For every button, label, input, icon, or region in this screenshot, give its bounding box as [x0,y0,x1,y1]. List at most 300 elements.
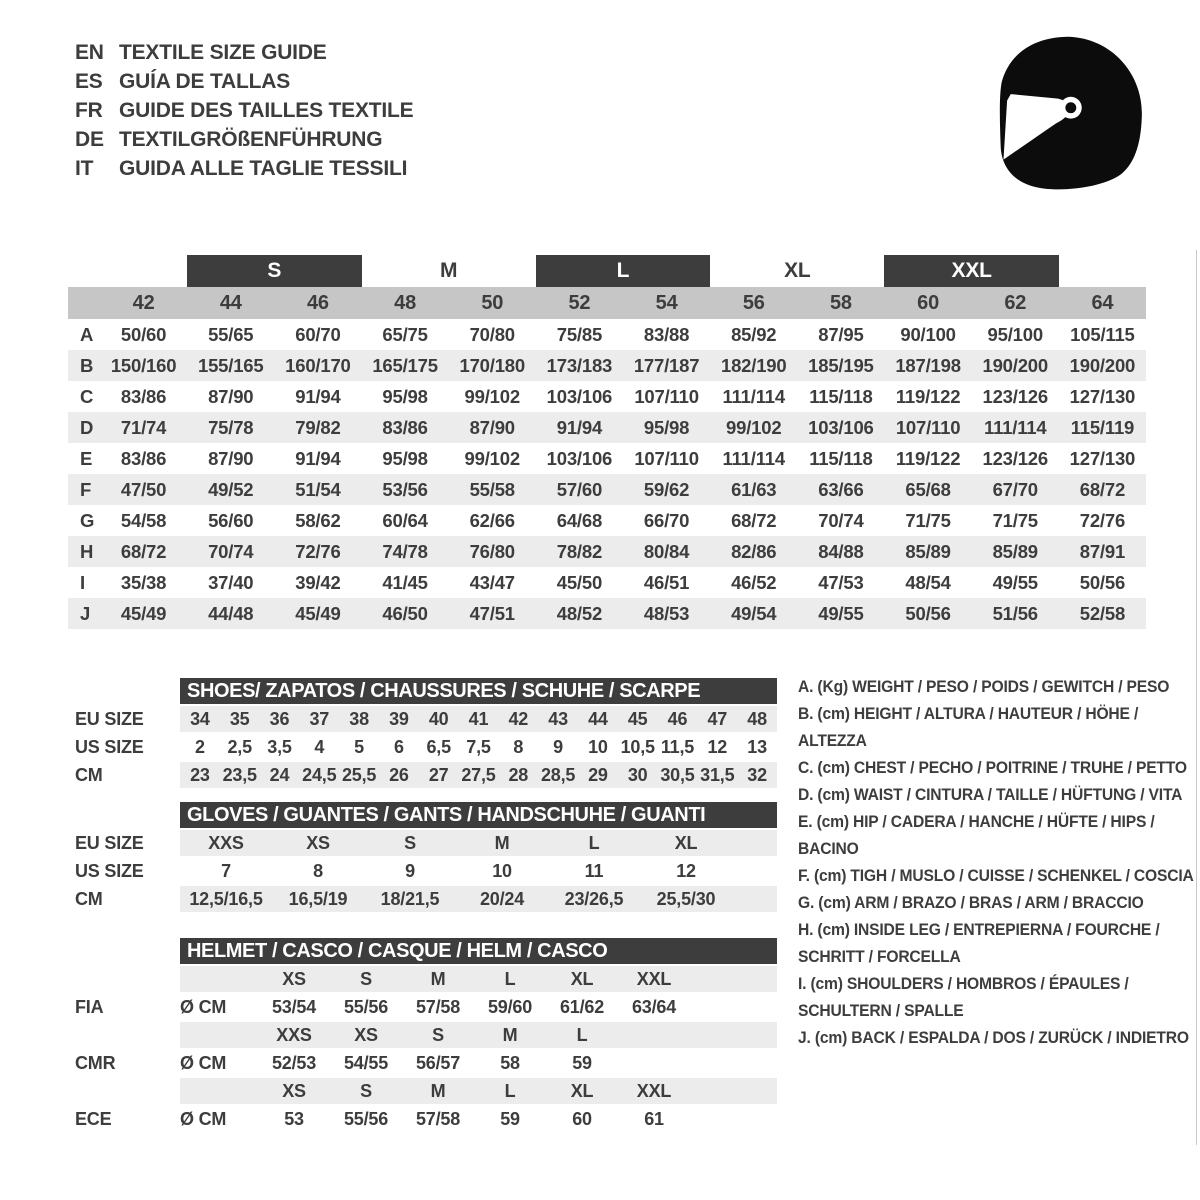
size-group-s: S [187,255,361,287]
gloves-table [75,830,777,912]
measurement-row-label: A [80,324,94,345]
helmet-cell: 57/58 [415,997,461,1017]
language-code: EN [75,41,104,64]
measurement-cell: 68/72 [1079,479,1126,500]
shoes-cell: 24,5 [302,765,337,785]
measurement-cell: 49/52 [208,479,254,500]
gloves-row-label: US SIZE [75,861,144,881]
helmet-size-label: XXS [276,1025,312,1045]
gloves-cell: 12 [676,861,696,881]
measurement-cell: 84/88 [818,541,864,562]
measurement-cell: 71/75 [905,510,951,531]
textile-size-table [68,255,1146,629]
size-group-header [68,255,1146,287]
helmet-size-label: S [432,1025,444,1045]
gloves-cell: M [494,833,510,853]
measurement-cell: 111/114 [984,417,1047,438]
helmet-size-label: M [430,969,446,989]
measurement-cell: 185/195 [808,355,874,376]
size-group-xl: XL [784,259,811,282]
measurement-cell: 61/63 [731,479,777,500]
measurement-values [100,350,1146,381]
shoes-cell: 40 [428,709,449,729]
measurement-cell: 79/82 [295,417,341,438]
helmet-values [258,1106,777,1132]
measurement-cell: 115/118 [809,448,873,469]
measurement-rows [68,319,1146,629]
guide-title: TEXTILE SIZE GUIDE [119,41,327,64]
measurement-values [100,474,1146,505]
size-group-m: M [440,259,458,282]
helmet-cell: 61/62 [559,997,605,1017]
legend-item: H. (cm) INSIDE LEG / ENTREPIERNA / FOURCHE / SCHRITT / FORCELLA [798,920,1160,966]
gloves-cell: XL [674,833,698,853]
gloves-row-values [180,830,777,856]
size-number: 48 [394,292,416,314]
measurement-cell: 165/175 [372,355,438,376]
shoes-cell: 37 [309,709,330,729]
helmet-values-row [75,994,777,1020]
shoes-cell: 34 [190,709,210,729]
gloves-header-row [75,802,777,828]
measurement-cell: 87/95 [818,324,864,345]
measurement-cell: 107/110 [634,386,699,407]
measurement-legend [798,673,1195,1051]
size-number: 44 [219,292,242,314]
measurement-cell: 83/88 [643,324,690,345]
shoes-cell: 13 [747,737,767,757]
helmet-table [75,966,777,1132]
helmet-sizes-row [75,1022,777,1048]
measurement-cell: 119/122 [895,448,961,469]
measurement-row [68,319,1146,350]
gloves-row-label: EU SIZE [75,833,144,853]
measurement-cell: 115/119 [1070,417,1135,438]
measurement-row [68,443,1146,474]
shoes-cell: 36 [269,709,290,729]
measurement-cell: 49/54 [731,603,777,624]
helmet-size-label: L [504,969,516,989]
helmet-values [258,1050,777,1076]
helmet-cell: 52/53 [271,1053,317,1073]
helmet-cell: 59/60 [487,997,533,1017]
measurement-cell: 177/187 [633,355,700,376]
shoes-cell: 11,5 [660,737,695,757]
measurement-cell: 53/56 [382,479,428,500]
gloves-row [75,858,777,884]
measurement-cell: 70/74 [818,510,864,531]
shoes-cell: 2,5 [227,737,252,757]
shoes-cell: 12 [707,737,728,757]
gloves-cell: L [588,833,600,853]
size-group-l: L [536,255,710,287]
helmet-standard-label: CMR [75,1053,116,1073]
helmet-values-row [75,1050,777,1076]
guide-title: TEXTILGRÖßENFÜHRUNG [119,128,383,151]
shoes-cell: 28 [508,765,529,785]
measurement-cell: 85/89 [905,541,951,562]
measurement-cell: 127/130 [1069,448,1136,469]
measurement-cell: 127/130 [1069,386,1136,407]
size-number: 58 [829,292,852,314]
shoes-header-row [75,678,777,704]
measurement-cell: 68/72 [120,541,167,562]
measurement-cell: 48/54 [905,572,951,593]
legend-item: I. (cm) SHOULDERS / HOMBROS / ÉPAULES / SCHULTERN / SPALLE [798,974,1129,1020]
measurement-row-label: J [80,603,91,624]
gloves-cell: 12,5/16,5 [189,889,263,909]
shoes-row [75,706,777,732]
measurement-cell: 43/47 [469,572,515,593]
shoes-cell: 31,5 [700,765,735,785]
measurement-cell: 107/110 [895,417,961,438]
gloves-cell: S [404,833,416,853]
measurement-cell: 85/92 [731,324,777,345]
measurement-cell: 111/114 [722,386,785,407]
helmet-cell: 53 [284,1109,304,1129]
helmet-size-label: XL [570,1081,594,1101]
shoes-row-values [180,706,777,732]
helmet-sizes-row [75,1078,777,1104]
measurement-cell: 51/54 [295,479,341,500]
measurement-values [100,598,1146,629]
measurement-row-label: H [80,541,94,562]
measurement-cell: 82/86 [731,541,777,562]
measurement-cell: 48/52 [556,603,603,624]
language-title-row [75,96,413,125]
size-number: 46 [306,292,329,314]
language-title-row [75,154,413,183]
measurement-cell: 72/76 [1079,510,1126,531]
racing-helmet-icon [978,24,1160,206]
helmet-standard-label: FIA [75,997,104,1017]
shoes-cell: 7,5 [466,737,491,757]
measurement-cell: 65/75 [382,324,428,345]
shoes-cell: 10,5 [620,737,655,757]
measurement-cell: 66/70 [643,510,690,531]
gloves-cell: XXS [208,833,244,853]
measurement-cell: 46/52 [731,572,777,593]
measurement-cell: 54/58 [120,510,167,531]
measurement-cell: 50/56 [1079,572,1126,593]
shoes-cell: 44 [588,709,608,729]
shoes-cell: 46 [667,709,688,729]
measurement-cell: 85/89 [992,541,1038,562]
measurement-cell: 47/51 [469,603,515,624]
helmet-size-label: XL [570,969,594,989]
measurement-cell: 103/106 [808,417,874,438]
shoes-row [75,734,777,760]
legend-item: J. (cm) BACK / ESPALDA / DOS / ZURÜCK / INDIETRO [798,1028,1189,1047]
shoes-cell: 29 [588,765,608,785]
helmet-size-label: XXL [636,969,672,989]
gloves-cell: 10 [492,861,512,881]
helmet-size-label: M [502,1025,518,1045]
gloves-cell: 23/26,5 [564,889,624,909]
helmet-size-labels [180,1078,777,1104]
measurement-cell: 190/200 [1069,355,1136,376]
helmet-size-label: L [576,1025,588,1045]
shoes-cell: 43 [548,709,568,729]
measurement-row-label: B [80,355,94,376]
helmet-values [258,994,777,1020]
measurement-cell: 65/68 [905,479,951,500]
measurement-row [68,505,1146,536]
shoes-row [75,762,777,788]
measurement-cell: 74/78 [382,541,428,562]
measurement-cell: 67/70 [992,479,1038,500]
measurement-row [68,350,1146,381]
measurement-cell: 75/85 [556,324,603,345]
measurement-cell: 45/49 [120,603,167,624]
size-number: 42 [132,292,155,314]
shoes-cell: 6,5 [426,737,451,757]
size-number: 50 [481,292,504,314]
language-title-row [75,125,413,154]
shoes-cell: 3,5 [267,737,292,757]
measurement-cell: 47/50 [120,479,167,500]
measurement-cell: 107/110 [634,448,699,469]
measurement-cell: 115/118 [809,386,873,407]
measurement-cell: 190/200 [982,355,1048,376]
gloves-row [75,830,777,856]
measurement-cell: 150/160 [110,355,177,376]
helmet-cell: 59 [572,1053,592,1073]
shoes-cell: 27,5 [461,765,496,785]
shoes-cell: 24 [269,765,290,785]
helmet-cell: 57/58 [415,1109,461,1129]
shoes-title-bar: SHOES/ ZAPATOS / CHAUSSURES / SCHUHE / SCARPE [180,678,777,704]
measurement-cell: 45/50 [556,572,603,593]
measurement-values [100,536,1146,567]
shoes-cell: 2 [194,737,205,757]
measurement-cell: 71/74 [120,417,167,438]
measurement-row-label: D [80,417,94,438]
measurement-cell: 155/165 [198,355,264,376]
measurement-cell: 37/40 [208,572,254,593]
measurement-cell: 95/98 [382,386,428,407]
measurement-cell: 60/64 [382,510,428,531]
measurement-cell: 64/68 [556,510,603,531]
gloves-cell: 9 [405,861,415,881]
measurement-cell: 182/190 [721,355,787,376]
shoes-cell: 38 [349,709,369,729]
measurement-cell: 46/50 [382,603,428,624]
measurement-values [100,319,1146,350]
measurement-cell: 83/86 [120,386,167,407]
measurement-cell: 83/86 [120,448,167,469]
measurement-cell: 105/115 [1070,324,1135,345]
helmet-title-bar: HELMET / CASCO / CASQUE / HELM / CASCO [180,938,777,964]
gloves-row [75,886,777,912]
measurement-cell: 52/58 [1079,603,1126,624]
size-number: 56 [742,292,765,314]
helmet-cell: 58 [500,1053,520,1073]
measurement-cell: 99/102 [464,386,520,407]
shoes-cell: 4 [314,737,325,757]
measurement-cell: 58/62 [295,510,341,531]
shoes-table [75,706,777,788]
measurement-cell: 111/114 [722,448,785,469]
measurement-cell: 44/48 [208,603,254,624]
measurement-cell: 87/90 [469,417,515,438]
gloves-row-values [180,858,777,884]
measurement-cell: 35/38 [120,572,167,593]
measurement-cell: 99/102 [464,448,520,469]
measurement-cell: 80/84 [643,541,690,562]
measurement-cell: 45/49 [295,603,341,624]
shoes-cell: 23,5 [222,765,257,785]
helmet-diameter-unit: Ø CM [180,1053,227,1073]
measurement-values [100,381,1146,412]
measurement-cell: 91/94 [295,448,341,469]
helmet-standard-section [75,1078,777,1132]
shoes-cell: 10 [588,737,608,757]
shoes-cell: 45 [627,709,648,729]
measurement-cell: 39/42 [295,572,341,593]
language-title-row [75,38,413,67]
shoes-cell: 28,5 [540,765,576,785]
measurement-cell: 71/75 [992,510,1038,531]
shoes-cell: 47 [707,709,728,729]
gloves-cell: 7 [221,861,231,881]
measurement-cell: 68/72 [731,510,777,531]
measurement-cell: 83/86 [382,417,428,438]
gloves-cell: 16,5/19 [288,889,348,909]
measurement-cell: 91/94 [295,386,341,407]
measurement-cell: 56/60 [208,510,254,531]
measurement-cell: 87/90 [208,448,254,469]
measurement-cell: 46/51 [643,572,690,593]
helmet-size-label: M [430,1081,446,1101]
language-title-list [75,38,413,183]
accessory-size-tables [75,678,777,1134]
measurement-cell: 173/183 [546,355,613,376]
measurement-cell: 55/58 [469,479,515,500]
helmet-cell: 54/55 [343,1053,389,1073]
measurement-cell: 59/62 [643,479,690,500]
shoes-cell: 27 [428,765,449,785]
shoes-cell: 8 [513,737,524,757]
measurement-row [68,536,1146,567]
measurement-cell: 119/122 [895,386,961,407]
gloves-cell: XS [306,833,330,853]
measurement-cell: 123/126 [982,386,1048,407]
gloves-cell: 25,5/30 [656,889,716,909]
helmet-header-row [75,938,777,964]
measurement-cell: 50/56 [905,603,951,624]
gloves-cell: 20/24 [479,889,525,909]
shoes-row-values [180,762,777,788]
measurement-row-label: G [80,510,95,531]
language-code: IT [75,157,94,180]
measurement-values [100,443,1146,474]
guide-title: GUIDE DES TAILLES TEXTILE [119,99,414,122]
measurement-cell: 170/180 [459,355,525,376]
gloves-cell: 18/21,5 [380,889,440,909]
measurement-cell: 63/66 [818,479,864,500]
size-number: 64 [1091,292,1114,314]
measurement-cell: 76/80 [469,541,515,562]
measurement-cell: 103/106 [546,448,613,469]
shoes-cell: 26 [389,765,409,785]
measurement-row [68,412,1146,443]
size-group-xxl: XXL [884,255,1058,287]
shoes-cell: 6 [393,737,404,757]
measurement-cell: 41/45 [382,572,428,593]
shoes-cell: 48 [747,709,767,729]
page-edge-line [1196,250,1197,1145]
measurement-cell: 187/198 [895,355,961,376]
helmet-cell: 61 [644,1109,664,1129]
legend-item: E. (cm) HIP / CADERA / HANCHE / HÜFTE / HIPS / BACINO [798,812,1155,858]
measurement-cell: 78/82 [556,541,603,562]
measurement-cell: 48/53 [643,603,690,624]
measurement-row-label: E [80,448,93,469]
shoes-cell: 30,5 [660,765,695,785]
helmet-cell: 63/64 [631,997,677,1017]
helmet-diameter-unit: Ø CM [180,997,227,1017]
legend-item: B. (cm) HEIGHT / ALTURA / HAUTEUR / HÖHE / ALTEZZA [798,704,1139,750]
size-number: 54 [655,292,678,314]
language-code: DE [75,128,104,151]
measurement-cell: 47/53 [818,572,864,593]
gloves-title-bar: GLOVES / GUANTES / GANTS / HANDSCHUHE / GUANTI [180,802,777,828]
helmet-size-labels [180,1022,777,1048]
shoes-row-values [180,734,777,760]
measurement-cell: 57/60 [556,479,603,500]
helmet-cell: 59 [500,1109,520,1129]
measurement-cell: 95/100 [987,324,1043,345]
gloves-cell: 8 [313,861,323,881]
measurement-cell: 62/66 [469,510,515,531]
measurement-cell: 49/55 [818,603,864,624]
measurement-values [100,505,1146,536]
measurement-cell: 55/65 [208,324,254,345]
helmet-size-labels [180,966,777,992]
measurement-cell: 123/126 [982,448,1048,469]
measurement-cell: 95/98 [643,417,690,438]
shoes-cell: 23 [190,765,210,785]
size-number: 52 [568,292,591,314]
shoes-cell: 30 [627,765,648,785]
language-code: FR [75,99,103,122]
legend-item: D. (cm) WAIST / CINTURA / TAILLE / HÜFTUNG / VITA [798,785,1183,804]
gloves-cell: 11 [584,861,604,881]
measurement-row [68,474,1146,505]
helmet-standard-label: ECE [75,1109,112,1129]
helmet-size-label: XXL [636,1081,672,1101]
measurement-cell: 91/94 [556,417,603,438]
measurement-row [68,567,1146,598]
measurement-values [100,412,1146,443]
measurement-cell: 72/76 [295,541,341,562]
helmet-size-label: S [360,969,372,989]
size-number: 62 [1004,292,1027,314]
helmet-diameter-unit: Ø CM [180,1109,227,1129]
measurement-row-label: I [80,572,85,593]
measurement-cell: 51/56 [992,603,1038,624]
size-number: 60 [917,292,939,314]
legend-item: A. (Kg) WEIGHT / PESO / POIDS / GEWITCH / PESO [798,677,1170,696]
helmet-size-label: S [360,1081,372,1101]
helmet-cell: 56/57 [415,1053,461,1073]
measurement-cell: 95/98 [382,448,428,469]
measurement-cell: 75/78 [208,417,254,438]
helmet-cell: 55/56 [343,1109,389,1129]
shoes-cell: 5 [354,737,364,757]
measurement-row [68,381,1146,412]
